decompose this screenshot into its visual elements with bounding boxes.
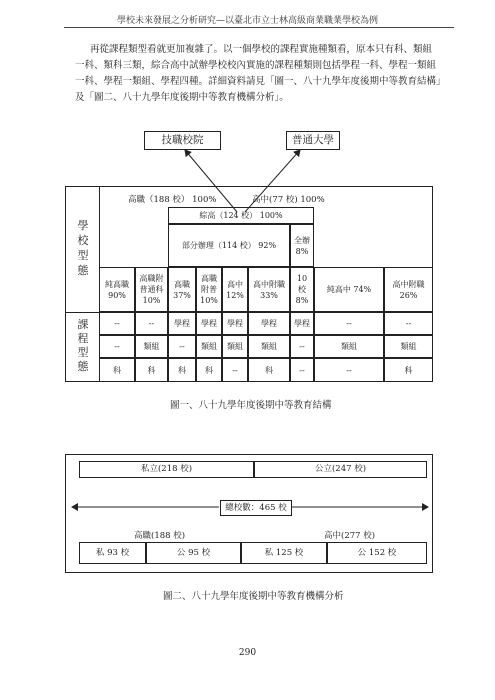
course-cell: 類組 xyxy=(196,335,222,358)
course-cell: -- xyxy=(290,358,314,382)
course-type-char: 態 xyxy=(77,360,89,373)
type-label: 附普 xyxy=(201,285,217,294)
comprehensive-box: 綜高（124 校） 100% xyxy=(168,207,314,224)
course-cell: 類組 xyxy=(384,335,433,358)
course-cell: 學程 xyxy=(222,312,248,335)
course-cell: 科 xyxy=(99,358,135,382)
course-cell: -- xyxy=(99,312,135,335)
partial-track-box: 部分辦理（114 校） 92% xyxy=(168,224,290,267)
course-cell: 類組 xyxy=(314,335,384,358)
type-pct: 37% xyxy=(173,290,191,300)
gen-public-box: 公 152 校 xyxy=(327,542,427,564)
type-pct: 12% xyxy=(226,290,244,300)
school-type-char: 態 xyxy=(77,264,89,277)
type-pct: 10% xyxy=(200,296,218,305)
public-box: 公立(247 校) xyxy=(254,461,427,478)
course-cell: 科 xyxy=(384,358,433,382)
voc-private-box: 私 93 校 xyxy=(79,542,146,564)
course-cell: 類組 xyxy=(222,335,248,358)
course-cell: -- xyxy=(290,335,314,358)
course-type-char: 型 xyxy=(77,346,89,359)
type-label: 10 xyxy=(296,274,308,283)
type-pct: 26% xyxy=(399,290,418,300)
course-cell: -- xyxy=(222,358,248,382)
course-type-char: 課 xyxy=(77,318,89,331)
course-cell: 科 xyxy=(135,358,168,382)
course-cell: 科 xyxy=(196,358,222,382)
voc-total-text: 高職（188 校） 100% xyxy=(128,195,217,205)
figure1-caption: 圖一、八十九學年度後期中等教育結構 xyxy=(170,400,332,411)
type-label: 純高職 xyxy=(105,279,129,289)
paragraph-line-1: 再從課程類型看就更加複雜了。以一個學校的課程實施種類看，原本只有科、類組 xyxy=(90,44,433,55)
voc-public-box: 公 95 校 xyxy=(146,542,241,564)
private-box: 私立(218 校) xyxy=(79,461,254,478)
paragraph-line-2: 一科、類科三類，綜合高中試辦學校校內實施的課程種類則包括學程一科、學程一類組 xyxy=(75,60,437,71)
type-label: 高中附職 xyxy=(392,279,425,289)
type-label: 高中附職 xyxy=(253,279,285,289)
course-cell: 類組 xyxy=(135,335,168,358)
running-header: 學校未來發展之分析研究—以臺北市立士林高級商業職業學校為例 xyxy=(116,16,378,26)
course-cell: -- xyxy=(314,358,384,382)
type-pct: 10% xyxy=(142,296,161,305)
type-label: 普通科 xyxy=(139,285,164,294)
course-cell: -- xyxy=(314,312,384,335)
gen-count-text: 高中(277 校) xyxy=(324,531,376,541)
full-track-label: 全辦 xyxy=(294,235,310,245)
type-label: 高中 xyxy=(227,279,243,289)
voc-count-text: 高職(188 校) xyxy=(134,531,186,541)
course-cell: 學程 xyxy=(248,312,290,335)
course-cell: 學程 xyxy=(290,312,314,335)
figure2-caption: 圖二、八十九學年度後期中等教育機構分析 xyxy=(163,591,344,602)
box-technical-college: 技職校院 xyxy=(144,131,221,150)
type-pct: 8% xyxy=(295,296,309,305)
total-count-box: 總校數：465 校 xyxy=(220,500,292,516)
gen-total-text: 高中(77 校) 100% xyxy=(252,195,325,205)
school-type-char: 型 xyxy=(77,249,89,262)
course-cell: -- xyxy=(384,312,433,335)
type-pct: 33% xyxy=(260,290,278,300)
type-label: 高職 xyxy=(201,274,217,283)
type-pct: 90% xyxy=(108,290,126,300)
type-cell-pure-gen: 純高中 74% xyxy=(314,267,384,312)
page-number: 290 xyxy=(238,648,257,658)
school-type-char: 學 xyxy=(77,219,89,232)
course-cell: 科 xyxy=(248,358,290,382)
course-type-char: 程 xyxy=(77,332,89,345)
course-cell: -- xyxy=(168,335,196,358)
type-label: 高職附 xyxy=(139,274,164,283)
box-university: 普通大學 xyxy=(286,131,340,150)
full-track-pct: 8% xyxy=(295,246,309,256)
paragraph-line-4: 及「圖二、八十九學年度後期中等教育機構分析」。 xyxy=(75,92,289,103)
type-label: 校 xyxy=(298,285,306,294)
school-type-char: 校 xyxy=(77,234,89,247)
course-cell: 學程 xyxy=(196,312,222,335)
paragraph-line-3: 一科、學程一類組、學程四種。詳細資料請見「圖一、八十九學年度後期中等教育結構」 xyxy=(75,76,446,87)
course-cell: -- xyxy=(135,312,168,335)
course-cell: 科 xyxy=(168,358,196,382)
gen-private-box: 私 125 校 xyxy=(241,542,327,564)
type-label: 高職 xyxy=(174,279,190,289)
course-cell: 類組 xyxy=(248,335,290,358)
course-cell: -- xyxy=(99,335,135,358)
course-cell: 學程 xyxy=(168,312,196,335)
